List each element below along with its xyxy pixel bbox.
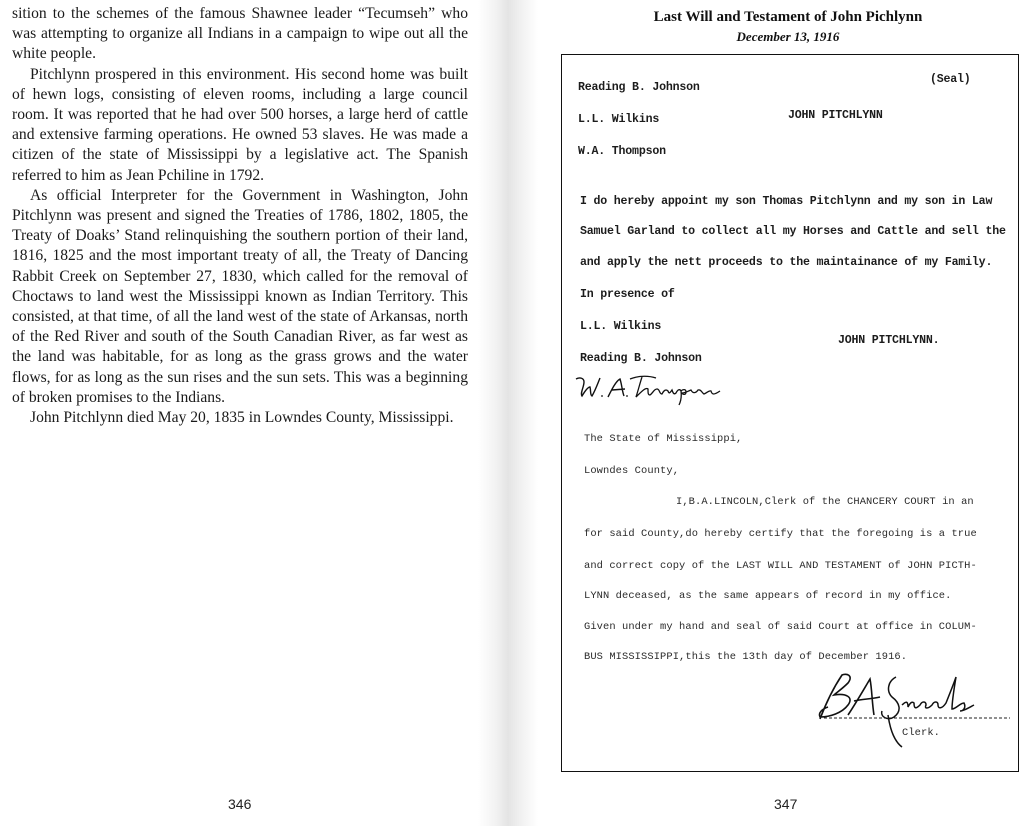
seal-mark: (Seal) bbox=[930, 73, 971, 86]
document-date: December 13, 1916 bbox=[736, 29, 840, 44]
presence-line: In presence of bbox=[580, 288, 675, 301]
witness-thompson: W.A. Thompson bbox=[578, 145, 666, 158]
cert-line-3: and correct copy of the LAST WILL AND TESTAMENT of JOHN PICTH- bbox=[584, 560, 977, 572]
page-number-right: 347 bbox=[774, 796, 798, 812]
will-document-frame bbox=[561, 54, 1019, 772]
lincoln-signature bbox=[784, 667, 1016, 753]
paragraph-4: John Pitchlynn died May 20, 1835 in Lowndes County, Mississippi. bbox=[30, 409, 454, 427]
cert-state: The State of Mississippi, bbox=[584, 433, 743, 445]
cert-line-1: I,B.A.LINCOLN,Clerk of the CHANCERY COURT in an bbox=[676, 496, 974, 508]
paragraph-1: sition to the schemes of the famous Shawnee leader “Tecumseh” who was attempting to organize all Indians in a campaign to wipe out all the white people. bbox=[12, 5, 468, 63]
body-text bbox=[12, 4, 468, 428]
clerk-title: Clerk. bbox=[902, 727, 941, 739]
cert-line-5: Given under my hand and seal of said Court at office in COLUM- bbox=[584, 621, 977, 633]
paragraph-3: As official Interpreter for the Government in Washington, John Pitchlynn was present and signed the Treaties of 1786, 1802, 1805, the Treaty of Doaks’ Stand relinquishing the southern portion of their land, 1816, 1825 and the most important treaty of all, the Treaty of Dancing Rabbit Creek on September 27, 1830, which called for the removal of Choctaws to land west the Mississippi known as Indian Territory. This consisted, at that time, of all the land west of the state of Arkansas, north of the Red River and south of the South Canadian River, as far west as the land was habitable, for as long as the grass grows and the water flows, for as long as the sun rises and the sun sets. This was a beginning of broken promises to the Indians. bbox=[12, 186, 468, 406]
page-number-left: 346 bbox=[228, 796, 252, 812]
right-page bbox=[538, 0, 1024, 826]
paragraph-2: Pitchlynn prospered in this environment. His second home was built of hewn logs, consisting of eleven rooms, including a large council room. It was reported that he had over 500 horses, a large herd of cattle and extensive farming operations. He owned 53 slaves. He was made a citizen of the state of Mississippi by a legislative act. The Spanish referred to him as Jean Pchiline in 1792. bbox=[12, 65, 468, 184]
thompson-signature bbox=[570, 369, 730, 407]
presence-wilkins: L.L. Wilkins bbox=[580, 320, 662, 333]
presence-johnson: Reading B. Johnson bbox=[580, 352, 702, 365]
cert-line-6: BUS MISSISSIPPI,this the 13th day of December 1916. bbox=[584, 651, 908, 663]
will-line-1: I do hereby appoint my son Thomas Pitchlynn and my son in Law bbox=[580, 195, 993, 208]
testator-name: JOHN PITCHLYNN bbox=[788, 109, 883, 122]
will-line-3: and apply the nett proceeds to the maintainance of my Family. bbox=[580, 256, 993, 269]
cert-line-4: LYNN deceased, as the same appears of record in my office. bbox=[584, 590, 952, 602]
witness-wilkins: L.L. Wilkins bbox=[578, 113, 660, 126]
will-line-2: Samuel Garland to collect all my Horses and Cattle and sell the bbox=[580, 225, 1006, 238]
document-title: Last Will and Testament of John Pichlynn bbox=[653, 9, 923, 25]
book-gutter bbox=[478, 0, 538, 826]
cert-county: Lowndes County, bbox=[584, 465, 680, 477]
testator-signature-typed: JOHN PITCHLYNN. bbox=[838, 334, 940, 347]
cert-line-2: for said County,do hereby certify that the foregoing is a true bbox=[584, 528, 977, 540]
witness-reading-johnson: Reading B. Johnson bbox=[578, 81, 700, 94]
